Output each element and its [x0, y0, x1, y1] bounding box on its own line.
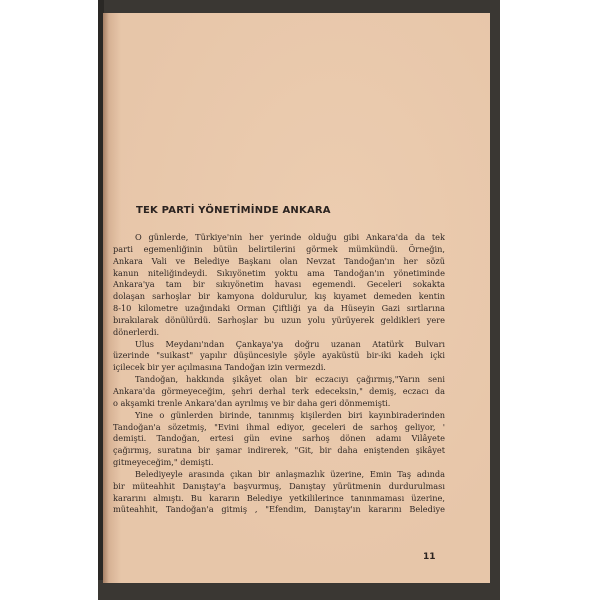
text-line: o akşamki trenle Ankara'dan ayrılmış ve bir daha geri dönmemişti.	[113, 397, 391, 408]
text-line: kanun niteliğindeydi. Sıkıyönetim yoktu ama Tandoğan'ın yönetiminde	[113, 267, 445, 278]
text-line: 8-10 kilometre uzağındaki Orman Çiftliği ya da Hüseyin Gazi sırtlarına	[113, 303, 445, 314]
text-line: dolaşan sarhoşlar bir kamyona doldurulur, kış kıyamet demeden kentin	[113, 291, 445, 302]
text-line: parti egemenliğinin bütün belirtilerini görmek mümkündü. Örneğin,	[113, 243, 445, 254]
text-line: Ulus Meydanı'ndan Çankaya'ya doğru uzanan Atatürk Bulvarı	[135, 338, 445, 349]
text-line: Ankara'da görmeyeceğim, şehri derhal terk edeceksin," demiş, eczacı da	[113, 385, 445, 396]
text-line: O günlerde, Türkiye'nin her yerinde olduğu gibi Ankara'da da tek	[135, 232, 445, 242]
text-line: Ankara Vali ve Belediye Başkanı olan Nevzat Tandoğan'ın her sözü	[113, 255, 445, 266]
text-line: dönerlerdi.	[113, 326, 160, 337]
text-line: Yine o günlerden birinde, tanınmış kişilerden biri kayınbiraderinden	[135, 409, 445, 420]
text-line: Tandoğan'a sözetmiş, "Evini ihmal ediyor, geceleri de sarhoş geliyor, '	[113, 421, 445, 432]
text-line: çağırmış, suratına bir şamar indirerek, "Git, bir daha eniştenden şikâyet	[113, 445, 445, 456]
book-page	[103, 13, 490, 583]
chapter-heading: TEK PARTİ YÖNETİMİNDE ANKARA	[136, 205, 331, 216]
page-number: 11	[423, 552, 436, 562]
scanner-border-top	[98, 0, 500, 14]
text-line: kararını almıştı. Bu kararın Belediye yetkililerince tanınmaması üzerine,	[113, 492, 445, 503]
text-line: demişti. Tandoğan, ertesi gün evine sarhoş dönen adamı Vilâyete	[113, 433, 445, 444]
text-line: müteahhit, Tandoğan'a gitmiş , "Efendim, Danıştay'ın kararını Belediye	[113, 504, 445, 515]
scanner-border-bottom	[98, 580, 500, 600]
body-text	[113, 232, 445, 516]
page-gutter-shadow	[103, 13, 109, 583]
text-line: Tandoğan, hakkında şikâyet olan bir eczacıyı çağırmış,"Yarın seni	[135, 374, 445, 385]
text-line: bir müteahhit Danıştay'a başvurmuş, Danıştay yürütmenin durdurulması	[113, 480, 445, 491]
text-line: gitmeyeceğim," demişti.	[113, 457, 214, 468]
text-line: Ankara'ya tam bir sıkıyönetim havası egemendi. Geceleri sokakta	[113, 279, 445, 290]
text-line: üzerinde "suikast" yapılır düşüncesiyle şöyle ayaküstü bir-iki kadeh içki	[113, 350, 445, 361]
text-line: bırakılarak dönülürdü. Sarhoşlar bu uzun yolu yürüyerek geldikleri yere	[113, 314, 445, 325]
text-line: Belediyeyle arasında çıkan bir anlaşmazlık üzerine, Emin Taş adında	[135, 468, 445, 479]
text-line: içilecek bir yer açılmasına Tandoğan izin vermezdi.	[113, 362, 326, 373]
